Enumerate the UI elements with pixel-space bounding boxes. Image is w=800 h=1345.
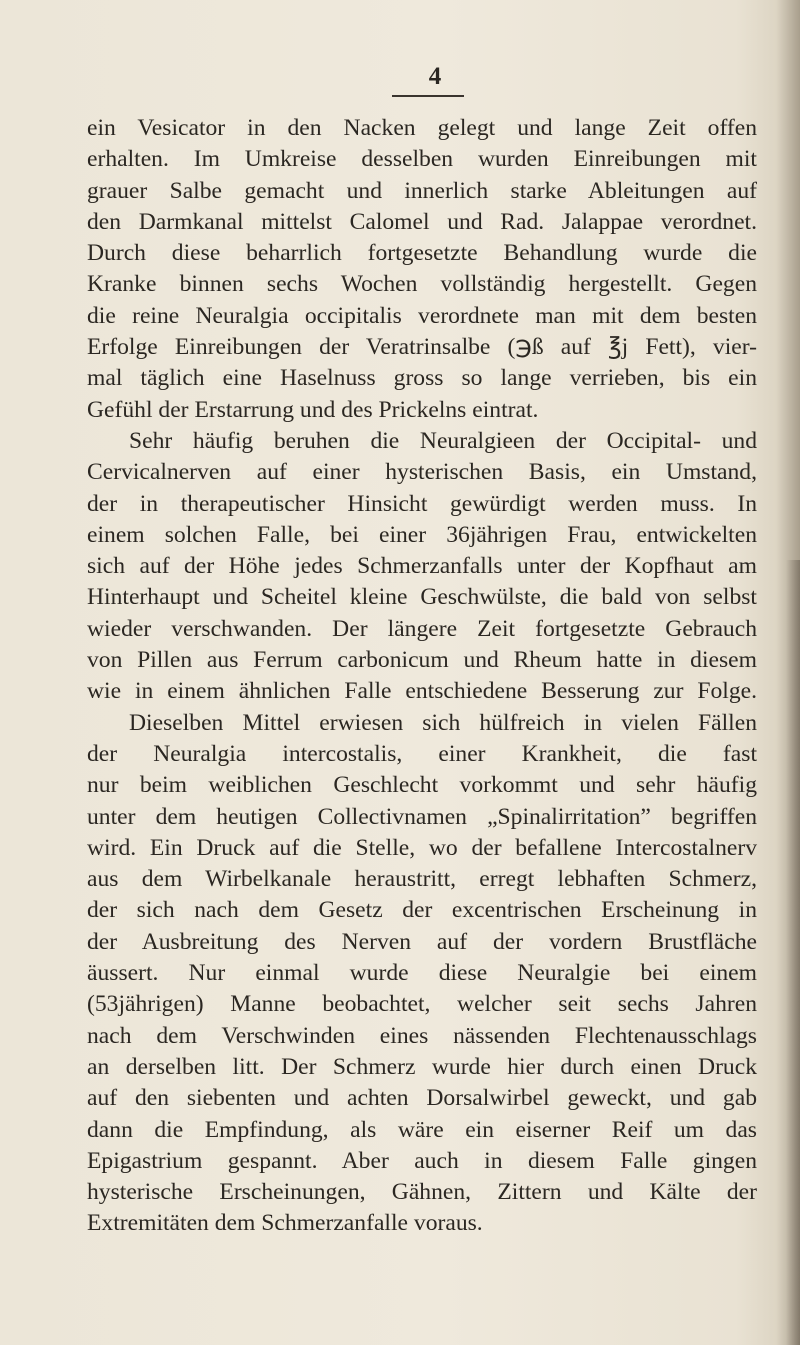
text-line: von Pillen aus Ferrum carbonicum und Rheum hatte in diesem bbox=[87, 647, 757, 674]
text-line: wieder verschwanden. Der längere Zeit fortgesetzte Gebrauch bbox=[87, 615, 757, 642]
text-line: den Darmkanal mittelst Calomel und Rad. Jalappae verordnet. bbox=[87, 208, 757, 235]
text-line: (53jährigen) Manne beobachtet, welcher seit sechs Jahren bbox=[87, 991, 757, 1018]
text-line: nach dem Verschwinden eines nässenden Flechtenausschlags bbox=[87, 1022, 757, 1049]
text-line: erhalten. Im Umkreise desselben wurden Einreibungen mit bbox=[87, 146, 757, 173]
text-line: Dieselben Mittel erwiesen sich hülfreich in vielen Fällen bbox=[129, 709, 757, 736]
text-line: nur beim weiblichen Geschlecht vorkommt und sehr häufig bbox=[87, 772, 757, 799]
text-line: dann die Empfindung, als wäre ein eiserner Reif um das bbox=[87, 1116, 757, 1143]
text-line: die reine Neuralgia occipitalis verordnete man mit dem besten bbox=[87, 302, 757, 329]
page-edge-shadow bbox=[786, 560, 800, 1345]
text-line: der sich nach dem Gesetz der excentrischen Erscheinung in bbox=[87, 897, 757, 924]
text-line: Kranke binnen sechs Wochen vollständig hergestellt. Gegen bbox=[87, 271, 757, 298]
text-line: der Neuralgia intercostalis, einer Krankheit, die fast bbox=[87, 740, 757, 767]
page-number-rule bbox=[392, 95, 464, 97]
text-line: wird. Ein Druck auf die Stelle, wo der befallene Intercostalnerv bbox=[87, 834, 757, 861]
text-line: der Ausbreitung des Nerven auf der vordern Brustfläche bbox=[87, 928, 757, 955]
text-line: hysterische Erscheinungen, Gähnen, Zittern und Kälte der bbox=[87, 1179, 757, 1206]
text-line: wie in einem ähnlichen Falle entschiedene Besserung zur Folge. bbox=[87, 678, 757, 705]
text-line: sich auf der Höhe jedes Schmerzanfalls unter der Kopfhaut am bbox=[87, 553, 757, 580]
text-line: Sehr häufig beruhen die Neuralgieen der Occipital- und bbox=[129, 427, 757, 454]
text-line: Hinterhaupt und Scheitel kleine Geschwülste, die bald von selbst bbox=[87, 584, 757, 611]
text-line: aus dem Wirbelkanale heraustritt, erregt lebhaften Schmerz, bbox=[87, 866, 757, 893]
text-line: grauer Salbe gemacht und innerlich starke Ableitungen auf bbox=[87, 177, 757, 204]
text-line: Durch diese beharrlich fortgesetzte Behandlung wurde die bbox=[87, 240, 757, 267]
text-line: an derselben litt. Der Schmerz wurde hier durch einen Druck bbox=[87, 1053, 757, 1080]
text-line: Gefühl der Erstarrung und des Prickelns eintrat. bbox=[87, 396, 539, 423]
text-line: ein Vesicator in den Nacken gelegt und lange Zeit offen bbox=[87, 115, 757, 141]
text-line: äussert. Nur einmal wurde diese Neuralgie bei einem bbox=[87, 960, 757, 987]
text-line: einem solchen Falle, bei einer 36jährigen Frau, entwickelten bbox=[87, 521, 757, 548]
text-line: Extremitäten dem Schmerzanfalle voraus. bbox=[87, 1210, 483, 1237]
text-line: der in therapeutischer Hinsicht gewürdigt werden muss. In bbox=[87, 490, 757, 517]
text-line: auf den siebenten und achten Dorsalwirbel geweckt, und gab bbox=[87, 1085, 757, 1112]
page-number: 4 bbox=[428, 63, 442, 90]
text-line: Cervicalnerven auf einer hysterischen Basis, ein Umstand, bbox=[87, 459, 757, 486]
text-line: Epigastrium gespannt. Aber auch in diesem Falle gingen bbox=[87, 1147, 757, 1174]
text-line: unter dem heutigen Collectivnamen „Spinalirritation” begriffen bbox=[87, 803, 757, 830]
text-line: Erfolge Einreibungen der Veratrinsalbe (℈ß auf ℥j Fett), vier- bbox=[87, 334, 757, 361]
body-text bbox=[87, 113, 757, 1240]
text-line: mal täglich eine Haselnuss gross so lange verrieben, bis ein bbox=[87, 365, 757, 392]
